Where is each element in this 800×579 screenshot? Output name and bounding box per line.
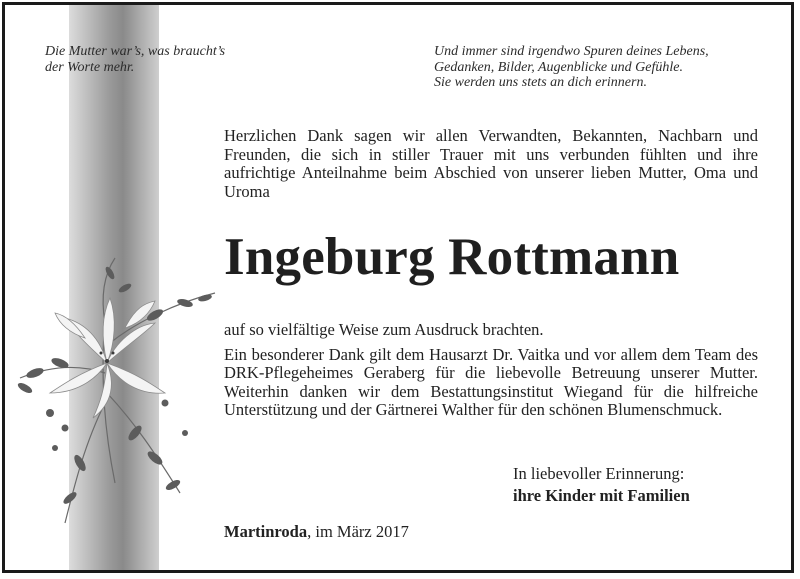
quote-left-line: Die Mutter war’s, was braucht’s [45, 44, 226, 59]
thanks-paragraph: Ein besonderer Dank gilt dem Hausarzt Dr. Vaitka und vor allem dem Team des DRK-Pflegeheimes Geraberg für die liebevolle Betreuung unserer Mutter. Weiterhin danken wir dem Bestattungsinstitut Wiegand für die hilfreiche Unterstützung und der Gärtnerei Walther für den schönen Blumenschmuck. [224, 344, 758, 419]
quote-left-line: der Worte mehr. [45, 59, 135, 75]
intro-paragraph: Herzlichen Dank sagen wir allen Verwandten, Bekannten, Nachbarn und Freunden, die sich in stiller Trauer mit uns verbunden fühlten und ihre aufrichtige Anteilnahme beim Abschied von unserer lieben Mutter, Oma und Uroma [224, 126, 758, 201]
deceased-name: Ingeburg Rottmann [224, 228, 680, 286]
place-date-text: , im März 2017 [307, 522, 409, 541]
place-date [224, 522, 409, 542]
after-name-paragraph: auf so vielfältige Weise zum Ausdruck brachten. [224, 320, 544, 339]
quote-right-line: Und immer sind irgendwo Spuren deines Lebens, [434, 44, 709, 59]
lily-flower-bouquet-icon [5, 253, 235, 533]
obituary-notice [2, 2, 794, 573]
quote-right [434, 44, 709, 91]
thanks-section [224, 321, 758, 426]
signature [513, 463, 690, 507]
quote-right-line: Gedanken, Bilder, Augenblicke und Gefühle. [434, 59, 683, 75]
quote-left [45, 44, 225, 75]
signature-names: ihre Kinder mit Familien [513, 486, 690, 505]
signature-line: In liebevoller Erinnerung: [513, 464, 685, 483]
quote-right-line: Sie werden uns stets an dich erinnern. [434, 75, 647, 90]
place-town: Martinroda [224, 522, 308, 541]
